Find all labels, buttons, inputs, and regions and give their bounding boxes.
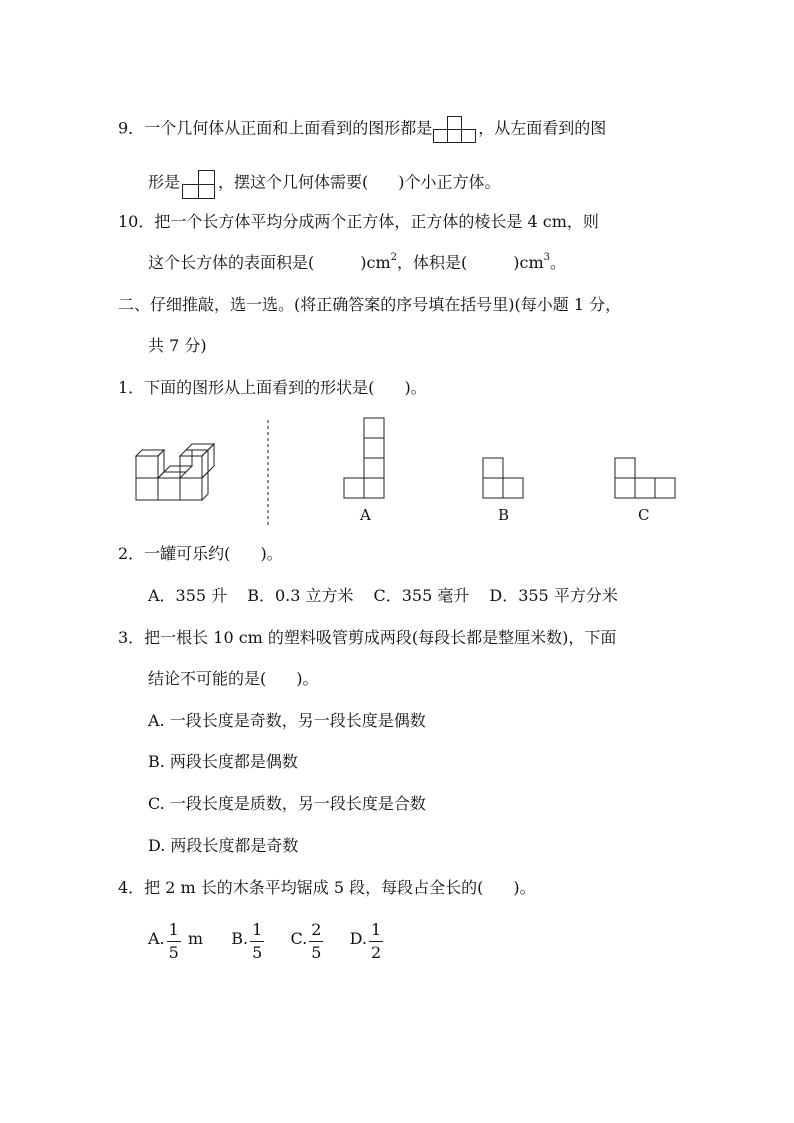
- q10-surface-area-text: 这个长方体的表面积是(: [148, 253, 315, 272]
- option-b-label: B: [498, 506, 510, 524]
- choice3-close: )。: [296, 669, 319, 688]
- cube-stack-figure: [130, 412, 690, 530]
- q10-cm-unit: )cm: [360, 253, 391, 272]
- option-a-label: A: [360, 506, 371, 524]
- section2-heading-cont: 共 7 分): [148, 336, 207, 355]
- choice4-option-b: B. $\frac{1}{5}$: [231, 920, 263, 962]
- q9-text-part4: ，摆这个几何体需要(: [218, 172, 369, 192]
- front-top-view-icon: [432, 114, 478, 144]
- choice4-close: )。: [513, 878, 536, 897]
- q10-period: 。: [550, 253, 567, 272]
- choice1-close: )。: [404, 378, 427, 397]
- q10-volume-text: ，体积是(: [397, 253, 468, 272]
- q10-number: 10．: [118, 212, 155, 231]
- choice4-options: [148, 917, 385, 962]
- choice2-question: [118, 544, 283, 564]
- choice3-question: 3．把一根长 10 cm 的塑料吸管剪成两段(每段长都是整厘米数)，下面: [118, 628, 617, 647]
- choice4-text: 4．把 2 m 长的木条平均锯成 5 段，每段占全长的(: [118, 878, 484, 897]
- choice3-option-d: D. 两段长度都是奇数: [148, 836, 299, 855]
- q10-cm-unit-2: )cm: [513, 253, 544, 272]
- choice2-options: [148, 586, 618, 606]
- choice4-question: [118, 878, 536, 898]
- choice1-figures: [130, 412, 690, 530]
- left-view-icon: [180, 166, 218, 200]
- choice1-question: [118, 378, 427, 398]
- fraction: $\frac{1}{2}$: [370, 920, 382, 962]
- choice4-option-a: A. $\frac{1}{5}$ m: [148, 920, 204, 962]
- q9-text-part5: )个小正方体。: [398, 172, 501, 192]
- choice2-text: 2．一罐可乐约(: [118, 544, 231, 563]
- q9-line2: [148, 166, 501, 200]
- q10-text-line1: 把一个长方体平均分成两个正方体，正方体的棱长是 4 cm，则: [154, 212, 599, 231]
- choice4-option-c: C. $\frac{2}{5}$: [290, 920, 322, 962]
- choice2-close: )。: [260, 544, 283, 563]
- choice3-question-cont: [148, 669, 319, 689]
- q10-line2: [148, 253, 566, 273]
- q10-cube-exponent: 3: [543, 251, 550, 263]
- option-c-label: C: [638, 506, 650, 524]
- choice1-text: 1．下面的图形从上面看到的形状是(: [118, 378, 375, 397]
- choice2-option-a: A．355 升: [148, 586, 228, 605]
- q10-line1: [118, 212, 599, 232]
- q9-number: 9．: [118, 118, 145, 138]
- q10-square-exponent: 2: [390, 251, 397, 263]
- choice3-text: 结论不可能的是(: [148, 669, 267, 688]
- q9-text-part2: ，从左面看到的图: [478, 118, 607, 138]
- section2-heading: 二、仔细推敲，选一选。(将正确答案的序号填在括号里)(每小题 1 分，: [118, 295, 622, 314]
- choice3-option-b: B. 两段长度都是偶数: [148, 752, 298, 771]
- fraction: $\frac{2}{5}$: [311, 920, 322, 962]
- choice2-option-d: D．355 平方分米: [489, 586, 618, 605]
- q9-text-part1: 一个几何体从正面和上面看到的图形都是: [144, 118, 433, 138]
- choice2-option-b: B．0.3 立方米: [247, 586, 354, 605]
- choice2-option-c: C．355 毫升: [373, 586, 470, 605]
- fraction: $\frac{1}{5}$: [252, 920, 263, 962]
- q9-text-part3: 形是: [148, 172, 181, 192]
- choice4-option-d: D. $\frac{1}{2}$: [349, 920, 382, 962]
- fraction: $\frac{1}{5}$: [168, 920, 179, 962]
- q9-line1: [118, 114, 606, 144]
- choice3-option-a: A. 一段长度是奇数，另一段长度是偶数: [148, 711, 426, 730]
- choice3-option-c: C. 一段长度是质数，另一段长度是合数: [148, 794, 426, 813]
